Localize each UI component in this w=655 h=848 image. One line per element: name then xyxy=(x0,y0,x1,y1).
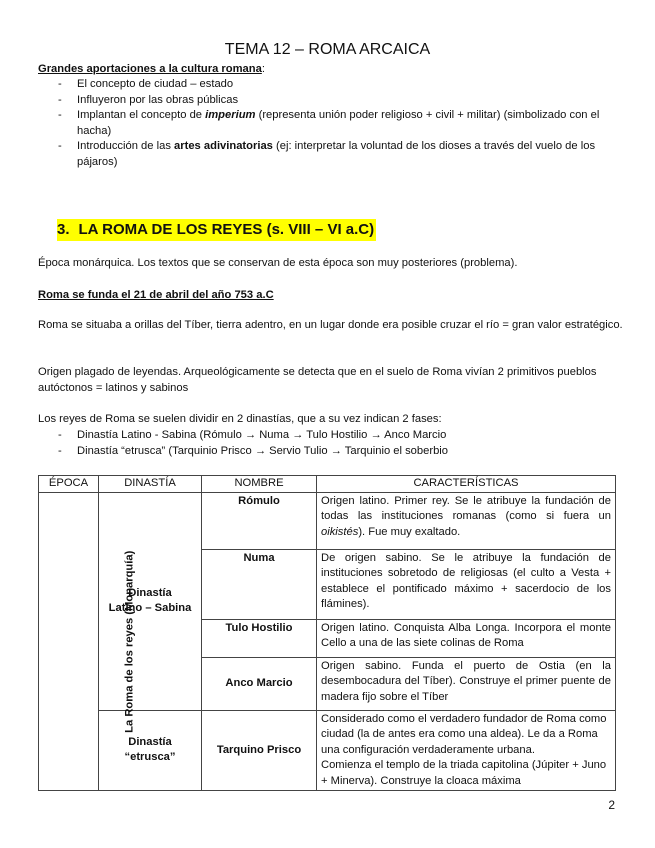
dinastia-cell: Dinastía Latino – Sabina xyxy=(99,492,202,710)
king-desc: Origen sabino. Funda el puerto de Ostia (en la desembocadura del Tíber). Construye el primer puente de madera fijo sobre el Tíber xyxy=(317,657,616,710)
section-heading: 3. LA ROMA DE LOS REYES (s. VIII – VI a.C) xyxy=(57,219,376,241)
epoca-label: La Roma de los reyes (Monarquía) xyxy=(123,550,136,733)
dinastias-list xyxy=(38,428,623,459)
list-item: - Dinastía “etrusca” (Tarquinio Prisco → Servio Tulio → Tarquinio el soberbio xyxy=(38,444,623,460)
header-dinastia: DINASTÍA xyxy=(99,476,202,493)
king-desc: Origen latino. Primer rey. Se le atribuye la fundación de todas las instituciones romanas (como si fuera un oikistés). Fue muy exaltado. xyxy=(317,492,616,549)
table-header-row xyxy=(39,476,616,493)
list-item: - Introducción de las artes adivinatorias (ej: interpretar la voluntad de los dioses a través del vuelo de los pájaros) xyxy=(38,139,618,170)
aportaciones-list xyxy=(38,77,618,170)
paragraph-origen: Origen plagado de leyendas. Arqueológicamente se detecta que en el suelo de Roma vivían 2 primitivos pueblos autóctonos = latinos y sabinos xyxy=(38,366,597,394)
king-name: Rómulo xyxy=(202,492,317,549)
epoca-cell xyxy=(39,492,136,791)
list-item: - Implantan el concepto de imperium (representa unión poder religioso + civil + militar) (simbolizado con el hacha) xyxy=(38,108,618,139)
list-item: - Influyeron por las obras públicas xyxy=(38,93,618,109)
header-caracteristicas: CARACTERÍSTICAS xyxy=(317,476,616,493)
list-item: - Dinastía Latino - Sabina (Rómulo → Numa → Tulo Hostilio → Anco Marcio xyxy=(38,428,623,444)
table-row xyxy=(39,492,616,549)
paragraph-dinastias: Los reyes de Roma se suelen dividir en 2 dinastías, que a su vez indican 2 fases: xyxy=(38,413,442,425)
king-name: Anco Marcio xyxy=(202,657,317,710)
list-item: - El concepto de ciudad – estado xyxy=(38,77,618,93)
dinastia-cell: Dinastía “etrusca” xyxy=(99,710,202,791)
page-title: TEMA 12 – ROMA ARCAICA xyxy=(224,41,431,58)
aportaciones-heading: Grandes aportaciones a la cultura romana: xyxy=(38,63,265,75)
king-name: Tulo Hostilio xyxy=(202,619,317,657)
header-nombre: NOMBRE xyxy=(202,476,317,493)
reyes-table xyxy=(38,475,616,791)
paragraph-fundacion: Roma se funda el 21 de abril del año 753 a.C xyxy=(38,289,274,301)
page-number: 2 xyxy=(608,798,615,812)
king-name: Tarquino Prisco xyxy=(202,710,317,791)
king-desc: Origen latino. Conquista Alba Longa. Incorpora el monte Cello a una de las siete colinas de Roma xyxy=(317,619,616,657)
king-desc: De origen sabino. Se le atribuye la fundación de instituciones sobretodo de religiosas (el culto a Vesta + establece el pontificado máximo + sacerdocio de los flámines). xyxy=(317,549,616,619)
king-desc: Considerado como el verdadero fundador de Roma como ciudad (la de antes era como una aldea). Le da a Roma una configuración verdaderamente urbana. Comienza el templo de la triada capitolina (Júpiter + Juno + Minerva). Construye la cloaca máxima xyxy=(317,710,616,791)
header-epoca: ÉPOCA xyxy=(39,476,99,493)
paragraph-epoca: Época monárquica. Los textos que se conservan de esta época son muy posteriores (problema). xyxy=(38,257,518,269)
king-name: Numa xyxy=(202,549,317,619)
paragraph-situacion: Roma se situaba a orillas del Tíber, tierra adentro, en un lugar donde era posible cruzar el río = gran valor estratégico. xyxy=(38,319,623,331)
